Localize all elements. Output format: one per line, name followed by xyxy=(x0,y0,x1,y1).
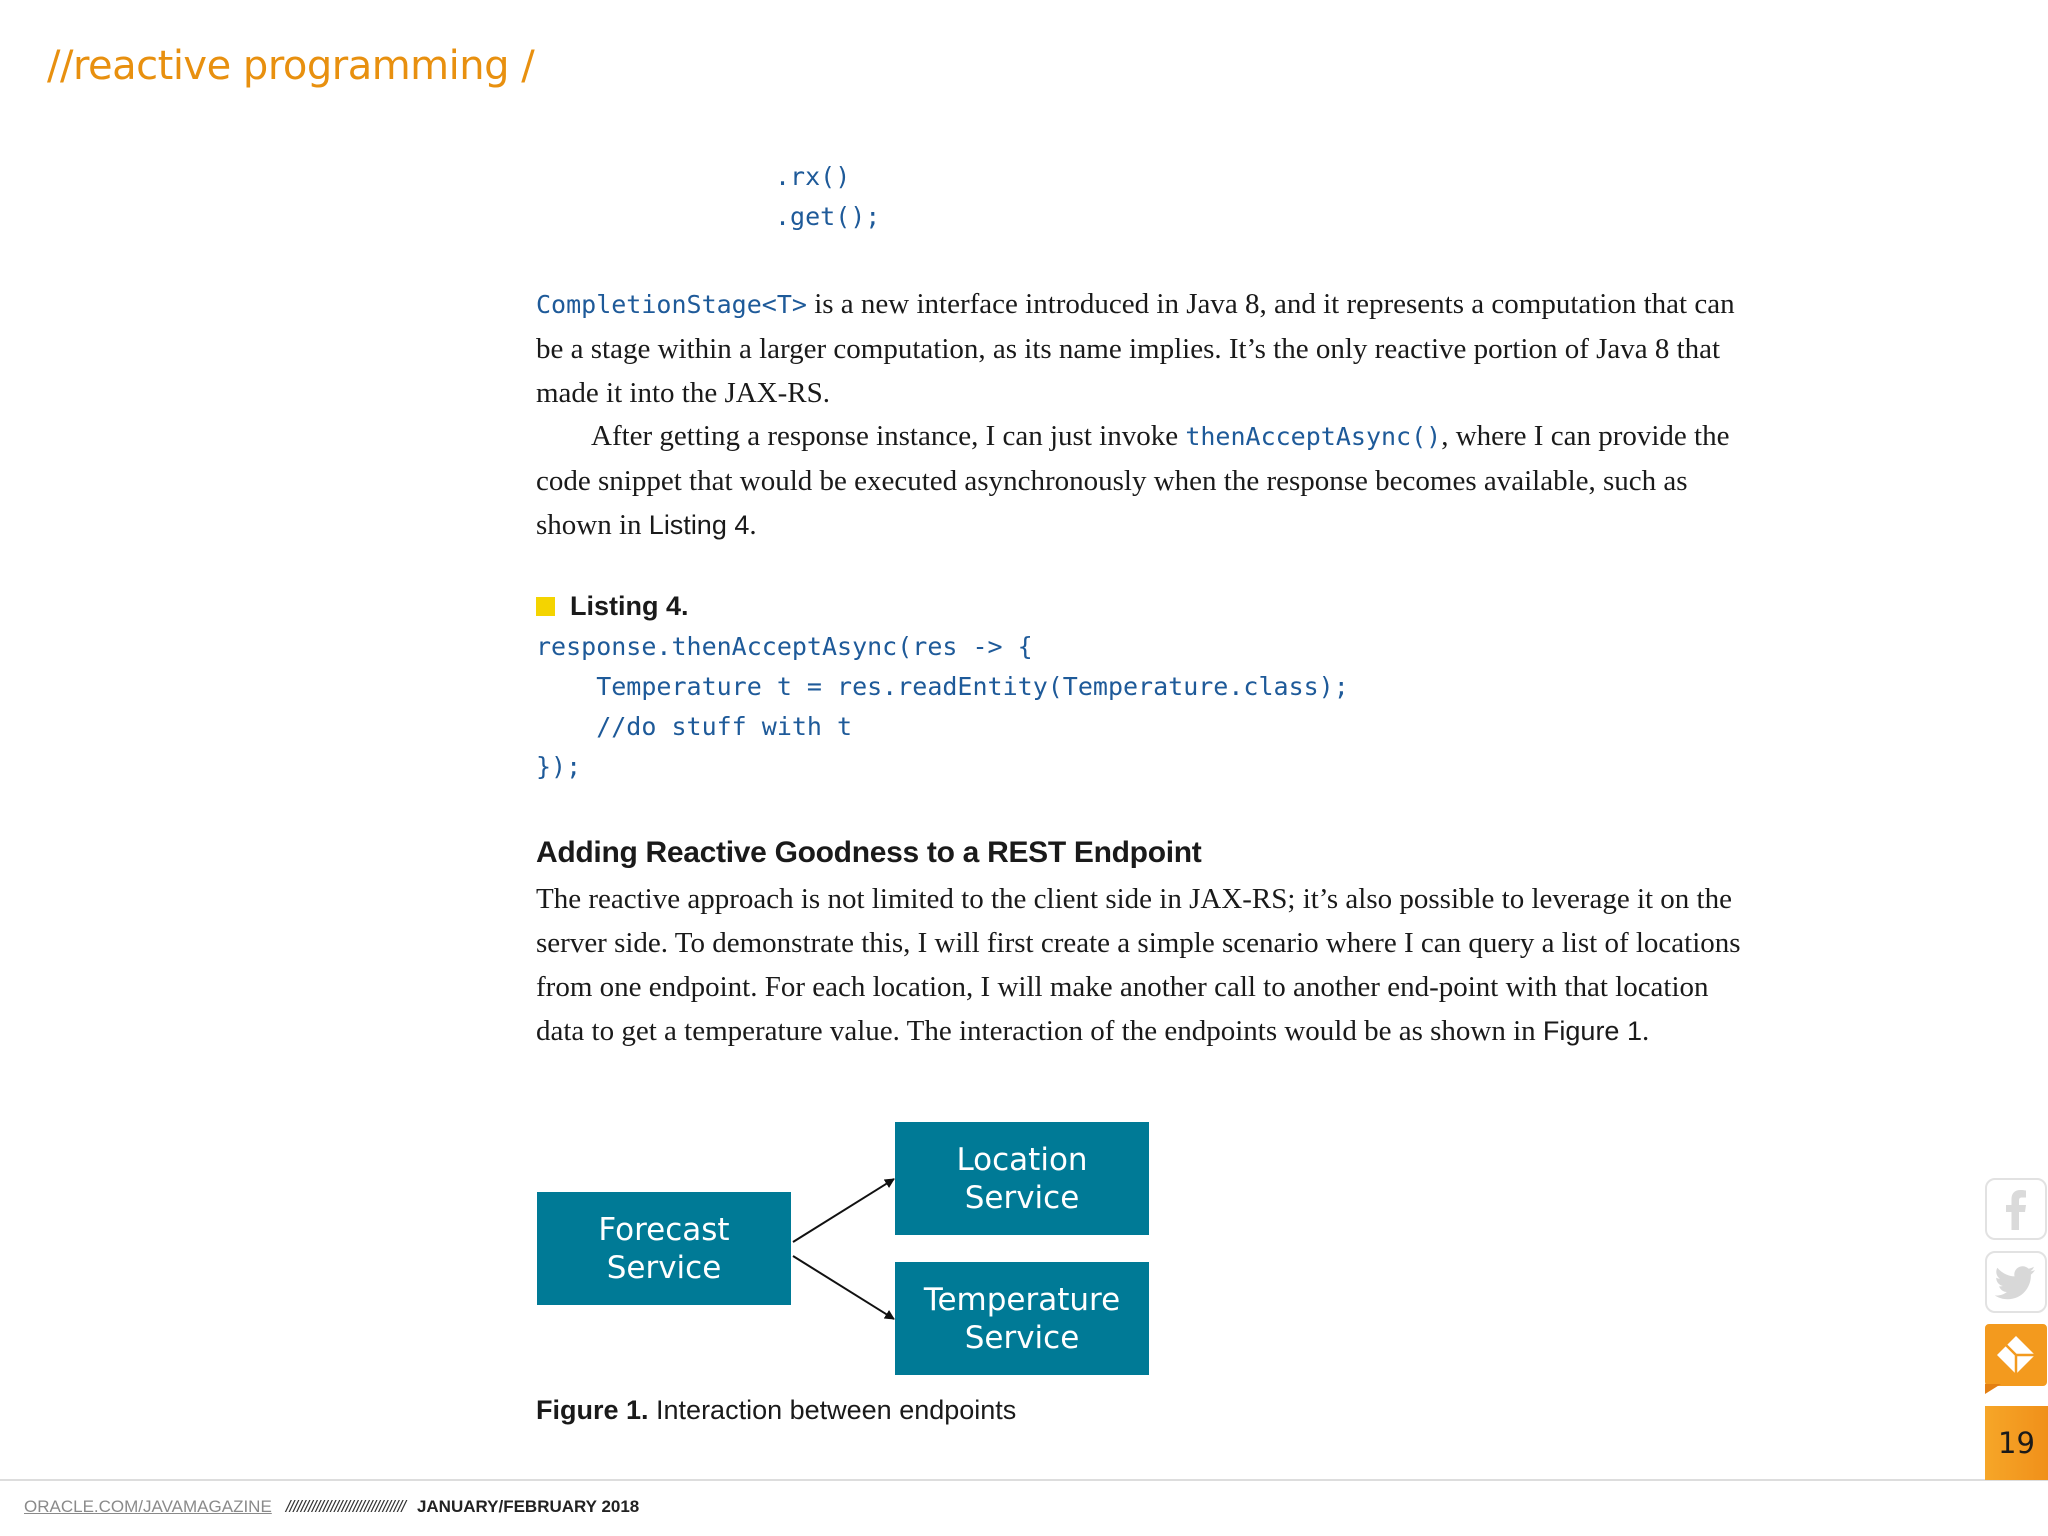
email-share-button[interactable] xyxy=(1985,1324,2047,1386)
paragraph-then-accept-async xyxy=(536,414,1762,547)
facebook-share-button[interactable] xyxy=(1985,1178,2047,1240)
figure-label: Figure 1. xyxy=(536,1395,649,1425)
box-label: Location xyxy=(956,1141,1088,1178)
listing-title: Listing 4. xyxy=(570,591,689,621)
twitter-share-button[interactable] xyxy=(1985,1251,2047,1313)
inline-code: thenAcceptAsync() xyxy=(1185,422,1442,451)
paragraph-text: , where I can provide the code snippet that would be executed asynchronously when the response becomes available, such as shown in xyxy=(536,420,1730,541)
inline-code: CompletionStage<T> xyxy=(536,290,807,319)
endpoint-interaction-diagram xyxy=(530,1115,1190,1385)
footer-decoration: //////////////////////////////// xyxy=(285,1497,405,1516)
footer xyxy=(24,1495,639,1519)
email-button-tail xyxy=(1985,1384,2001,1394)
arrow-to-location xyxy=(793,1179,894,1242)
figure-caption-text: Interaction between endpoints xyxy=(648,1395,1017,1425)
paragraph-text: The reactive approach is not limited to the client side in JAX-RS; it’s also possible to leverage it on the server side. To demonstrate this, I will first create a simple scenario where I can query a list of locations from one endpoint. For each location, I will make another call to another end-point with that location data to get a temperature value. The interaction of the endpoints would be as shown in xyxy=(536,883,1741,1047)
page-number: 19 xyxy=(1985,1406,2048,1480)
section-header: //reactive programming / xyxy=(47,43,535,89)
listing-code-block xyxy=(536,627,1349,787)
paragraph-text: is a new interface introduced in Java 8, and it represents a computation that can be a stage within a larger computation, as its name implies. It’s the only reactive portion of Java 8 that made it into the JAX-RS. xyxy=(536,288,1735,409)
code-line: .get(); xyxy=(775,202,881,231)
code-line: .rx() xyxy=(775,162,851,191)
box-label: Service xyxy=(964,1179,1080,1216)
code-line: }); xyxy=(536,752,582,781)
paragraph-text: . xyxy=(1641,1015,1650,1047)
footer-divider xyxy=(0,1479,2048,1481)
paragraph-reactive-approach xyxy=(536,877,1762,1053)
box-label: Forecast xyxy=(598,1211,730,1248)
facebook-icon xyxy=(1999,1188,2033,1230)
code-snippet-top xyxy=(775,157,880,237)
temperature-service-box xyxy=(895,1262,1149,1375)
forecast-service-box xyxy=(537,1192,791,1305)
paragraph-text: After getting a response instance, I can just invoke xyxy=(591,420,1186,452)
listing-marker-icon xyxy=(536,597,555,616)
box-label: Temperature xyxy=(923,1281,1121,1318)
box-label: Service xyxy=(964,1319,1080,1356)
email-icon xyxy=(1995,1334,2037,1376)
footer-site-link[interactable]: ORACLE.COM/JAVAMAGAZINE xyxy=(24,1497,272,1516)
footer-issue-date: JANUARY/FEBRUARY 2018 xyxy=(416,1497,640,1516)
figure-reference: Figure 1 xyxy=(1542,1016,1642,1046)
section-heading: Adding Reactive Goodness to a REST Endpoint xyxy=(536,836,1202,869)
arrow-to-temperature xyxy=(793,1256,894,1319)
figure-caption xyxy=(536,1392,1016,1428)
box-label: Service xyxy=(606,1249,722,1286)
paragraph-completionstage xyxy=(536,282,1762,415)
paragraph-text: . xyxy=(749,509,757,541)
code-line: response.thenAcceptAsync(res -> { xyxy=(536,632,1033,661)
location-service-box xyxy=(895,1122,1149,1235)
listing-label xyxy=(536,588,689,624)
code-line: //do stuff with t xyxy=(536,712,853,741)
listing-reference: Listing 4 xyxy=(648,510,750,540)
code-line: Temperature t = res.readEntity(Temperature.class); xyxy=(536,672,1349,701)
twitter-icon xyxy=(1995,1264,2037,1300)
